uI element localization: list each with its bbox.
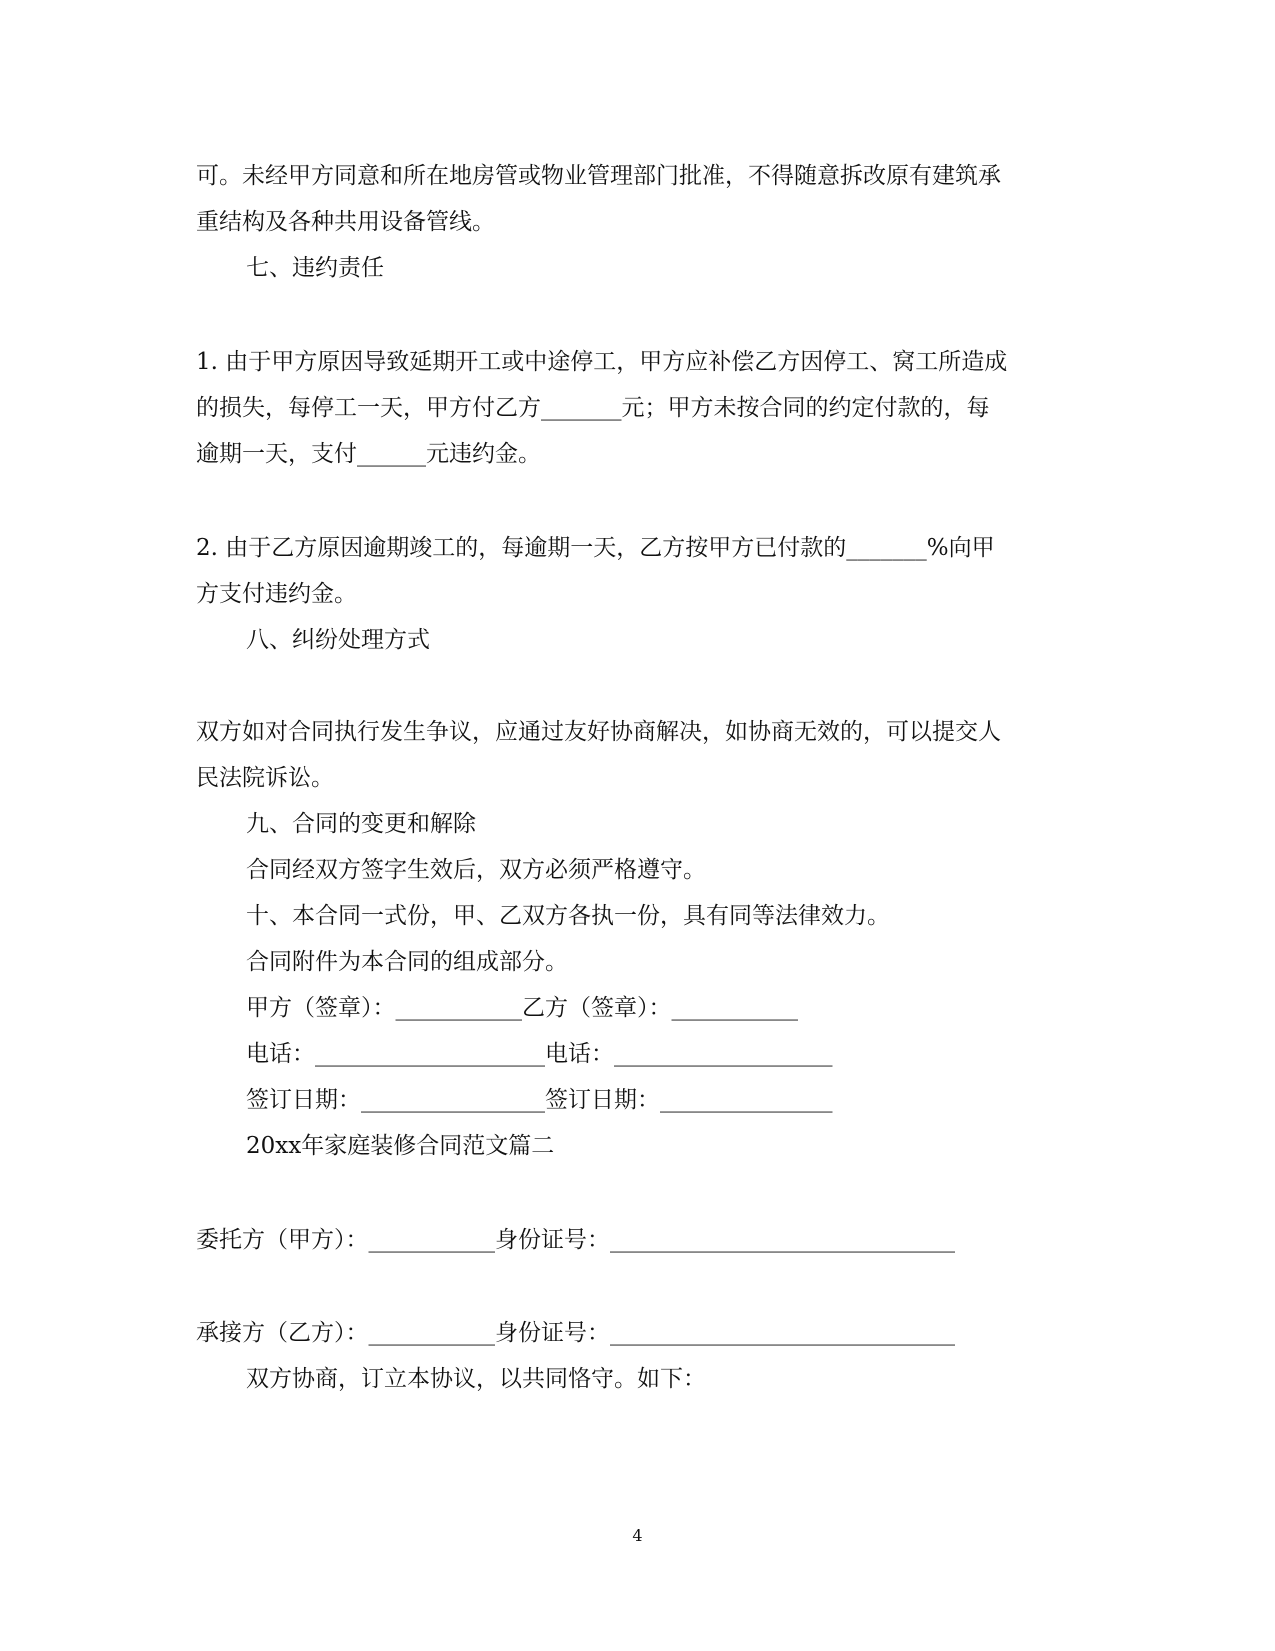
paragraph-line: 1. 由于甲方原因导致延期开工或中途停工，甲方应补偿乙方因停工、窝工所造成	[196, 349, 1008, 375]
phone-line: 电话：____________________电话：___________________	[246, 1041, 833, 1067]
paragraph-line: 双方协商，订立本协议，以共同恪守。如下：	[246, 1366, 706, 1392]
paragraph-line: 合同经双方签字生效后，双方必须严格遵守。	[246, 857, 706, 883]
paragraph-line: 2. 由于乙方原因逾期竣工的，每逾期一天，乙方按甲方已付款的_______%向甲	[196, 535, 995, 561]
section-heading: 七、违约责任	[246, 255, 384, 281]
section-heading: 九、合同的变更和解除	[246, 811, 476, 837]
paragraph-line: 合同附件为本合同的组成部分。	[246, 949, 568, 975]
paragraph-line: 的损失，每停工一天，甲方付乙方_______元；甲方未按合同的约定付款的，每	[196, 395, 990, 421]
page-number: 4	[632, 1526, 643, 1545]
paragraph-line: 民法院诉讼。	[196, 765, 334, 791]
paragraph-line: 双方如对合同执行发生争议，应通过友好协商解决，如协商无效的，可以提交人	[196, 719, 1001, 745]
paragraph-line: 方支付违约金。	[196, 581, 357, 607]
section-heading: 八、纠纷处理方式	[246, 627, 430, 653]
paragraph-line: 重结构及各种共用设备管线。	[196, 209, 495, 235]
party-b-line: 承接方（乙方）：___________身份证号：______________________________	[196, 1320, 955, 1346]
contract-title: 20xx年家庭装修合同范文篇二	[246, 1133, 555, 1159]
party-a-line: 委托方（甲方）：___________身份证号：______________________________	[196, 1227, 955, 1253]
paragraph-line: 逾期一天，支付______元违约金。	[196, 441, 541, 467]
paragraph-line: 可。未经甲方同意和所在地房管或物业管理部门批准，不得随意拆改原有建筑承	[196, 163, 1001, 189]
section-heading: 十、本合同一式份，甲、乙双方各执一份，具有同等法律效力。	[246, 903, 890, 929]
date-line: 签订日期：________________签订日期：_______________	[246, 1087, 833, 1113]
signature-line: 甲方（签章）：___________乙方（签章）：___________	[246, 995, 798, 1021]
